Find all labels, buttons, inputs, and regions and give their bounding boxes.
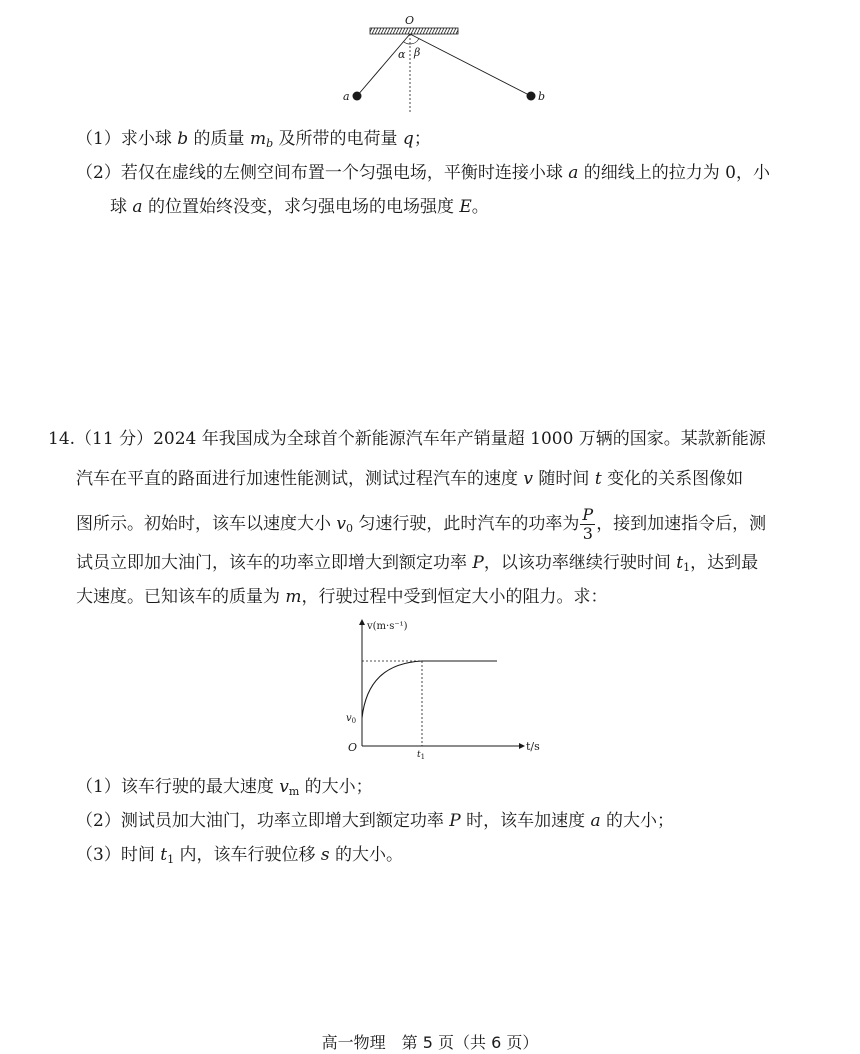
- angle-arc-alpha: [404, 42, 411, 44]
- power-fraction: $\frac{P}{3}$: [582, 505, 594, 543]
- velocity-time-graph: [340, 614, 550, 762]
- q14-line1: 14.（11 分）2024 年我国成为全球首个新能源汽车年产销量超 1000 万辆的国家。某款新能源: [48, 429, 766, 449]
- pivot-label-o: O: [405, 14, 415, 27]
- v0-tick-label: $v_0$: [346, 713, 357, 725]
- page-footer: 高一物理 第 5 页（共 6 页）: [321, 1033, 539, 1052]
- ball-a-label: a: [343, 90, 350, 103]
- string-a: [357, 34, 410, 96]
- q13-part2-line2: 球 a 的位置始终没变，求匀强电场的电场强度 E。: [110, 197, 489, 217]
- angle-label-beta: β: [414, 46, 421, 59]
- q14-part3: （3）时间 $t_1$ 内，该车行驶位移 s 的大小。: [76, 845, 404, 866]
- ball-b-label: b: [538, 90, 546, 103]
- x-axis-label: t/s: [526, 740, 540, 753]
- q13-part2-line1: （2）若仅在虚线的左侧空间布置一个匀强电场，平衡时连接小球 a 的细线上的拉力为 0，小: [76, 163, 770, 183]
- q14-part1: （1）该车行驶的最大速度 $v_m$ 的大小；: [76, 777, 373, 798]
- y-axis-label: v(m·s⁻¹): [367, 621, 408, 632]
- q13-part1: （1）求小球 b 的质量 $m_b$ 及所带的电荷量 q；: [76, 129, 431, 150]
- ceiling: [370, 28, 458, 34]
- q14-line4: 试员立即加大油门，该车的功率立即增大到额定功率 P，以该功率继续行驶时间 $t_1$，达到最: [76, 553, 759, 574]
- pendulum-figure: [330, 10, 560, 120]
- angle-arc-beta: [410, 39, 419, 44]
- origin-label: O: [348, 741, 358, 754]
- angle-label-alpha: α: [398, 48, 406, 61]
- q14-line5: 大速度。已知该车的质量为 m，行驶过程中受到恒定大小的阻力。求：: [76, 587, 608, 607]
- string-b: [410, 34, 531, 96]
- ball-b: [527, 92, 536, 101]
- velocity-curve: [362, 661, 497, 718]
- q14-line3: 图所示。初始时，该车以速度大小 $v_0$ 匀速行驶，此时汽车的功率为 $\frac{P}{3}$ ，接到加速指令后，测: [76, 505, 767, 543]
- t1-tick-label: $t_1$: [417, 750, 426, 761]
- q14-part2: （2）测试员加大油门，功率立即增大到额定功率 P 时，该车加速度 a 的大小；: [76, 811, 675, 831]
- ball-a: [353, 92, 362, 101]
- q14-line2: 汽车在平直的路面进行加速性能测试，测试过程汽车的速度 v 随时间 t 变化的关系图像如: [76, 469, 744, 489]
